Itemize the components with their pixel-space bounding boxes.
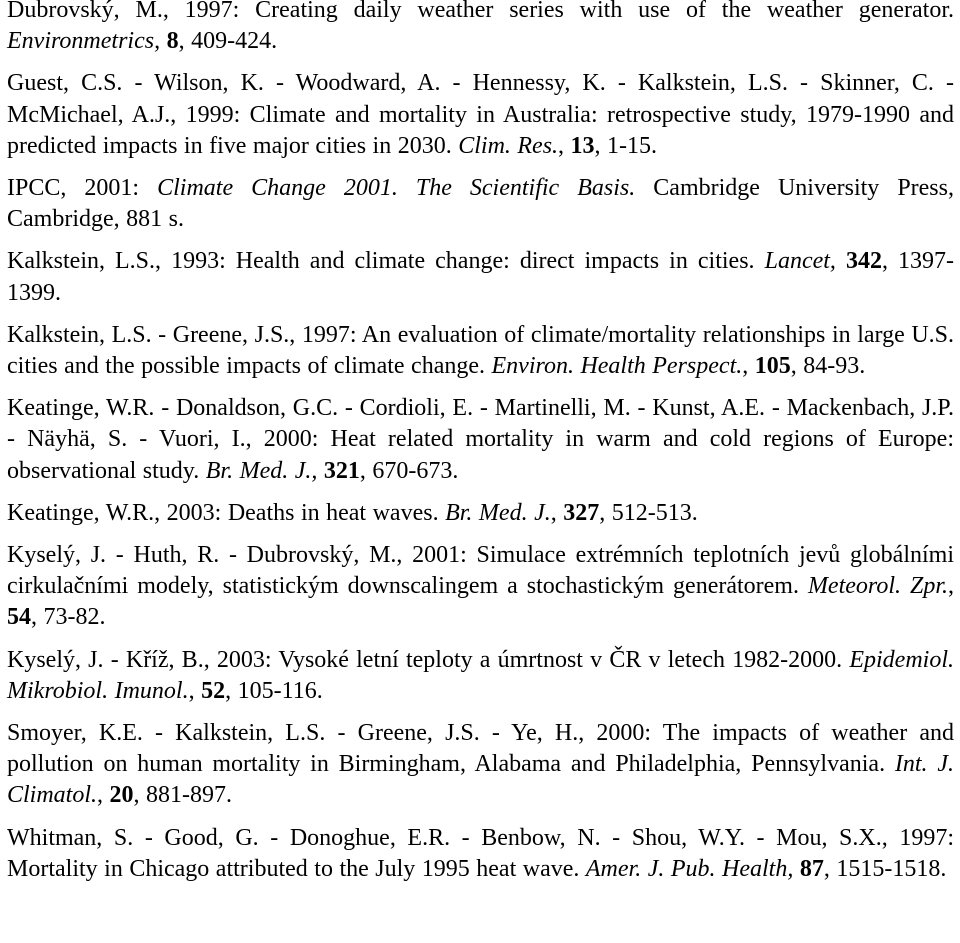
- reference-volume: 342: [845, 248, 882, 275]
- reference-text: , 84-93.: [790, 353, 866, 380]
- reference-text: Kyselý, J. - Huth, R. - Dubrovský, M., 2001: Simulace extrémních teplotních jevů globálními cirkulačními modely, statistickým downscalingem a stochastickým generátorem.: [7, 542, 954, 600]
- reference-entry: [7, 173, 954, 235]
- reference-text: , 105-116.: [225, 677, 323, 704]
- reference-text: Whitman, S. - Good, G. - Donoghue, E.R. - Benbow, N. - Shou, W.Y. - Mou, S.X., 1997: Mortality in Chicago attributed to the July 1995 heat wave.: [7, 824, 954, 882]
- reference-volume: 327: [563, 499, 600, 526]
- reference-journal-title: Environmetrics,: [7, 28, 161, 55]
- reference-text: Dubrovský, M., 1997: Creating daily weather series with use of the weather generator.: [7, 0, 954, 23]
- reference-entry: [7, 498, 954, 529]
- reference-entry: [7, 393, 954, 487]
- reference-text: ,: [550, 499, 564, 526]
- reference-entry: [7, 246, 954, 308]
- reference-text: Smoyer, K.E. - Kalkstein, L.S. - Greene, J.S. - Ye, H., 2000: The impacts of weather and pollution on human mortality in Birmingham, Alabama and Philadelphia, Pennsylvania.: [7, 720, 954, 778]
- reference-entry: [7, 823, 954, 885]
- reference-text: , 73-82.: [31, 604, 106, 631]
- reference-text: , 1-15.: [594, 132, 658, 159]
- reference-volume: 105: [754, 353, 791, 380]
- reference-text: , 670-673.: [359, 457, 459, 484]
- reference-volume: 321: [323, 457, 360, 484]
- reference-volume: 87: [799, 855, 824, 882]
- reference-entry: [7, 0, 954, 57]
- reference-text: ,: [188, 677, 202, 704]
- reference-text: Guest, C.S. - Wilson, K. - Woodward, A. - Hennessy, K. - Kalkstein, L.S. - Skinner, C. - McMichael, A.J., 1999: Climate and mortality in Australia: retrospective study, 1979-1990 and predicted impacts in five major cities in 2030.: [7, 70, 954, 159]
- reference-journal-title: Meteorol. Zpr.: [807, 573, 949, 600]
- reference-entry: [7, 718, 954, 812]
- reference-text: Keatinge, W.R. - Donaldson, G.C. - Cordioli, E. - Martinelli, M. - Kunst, A.E. - Mackenbach, J.P. - Näyhä, S. - Vuori, I., 2000: Heat related mortality in warm and cold regions of Europe: observational study.: [7, 395, 954, 484]
- reference-volume: 52: [201, 677, 226, 704]
- reference-text: Cambridge University Press, Cambridge, 881 s.: [7, 175, 954, 233]
- reference-journal-title: Br. Med. J.: [445, 499, 551, 526]
- reference-list: [7, 0, 954, 885]
- reference-volume: 13: [570, 132, 595, 159]
- reference-journal-title: Epidemiol. Mikrobiol. Imunol.: [7, 646, 954, 704]
- reference-entry: [7, 540, 954, 634]
- reference-journal-title: Br. Med. J.,: [205, 457, 318, 484]
- reference-text: Kyselý, J. - Kříž, B., 2003: Vysoké letní teploty a úmrtnost v ČR v letech 1982-2000.: [7, 646, 850, 673]
- reference-journal-title: Clim. Res.: [458, 132, 559, 159]
- reference-text: ,: [97, 782, 110, 809]
- reference-text: , 512-513.: [599, 499, 698, 526]
- reference-text: , 1515-1518.: [823, 855, 947, 882]
- reference-text: , 881-897.: [133, 782, 233, 809]
- reference-journal-title: Lancet,: [764, 248, 836, 275]
- reference-entry: [7, 645, 954, 707]
- reference-entry: [7, 68, 954, 162]
- reference-journal-title: Climate Change 2001. The Scientific Basis.: [157, 175, 636, 202]
- reference-text: Kalkstein, L.S., 1993: Health and climate change: direct impacts in cities.: [7, 248, 765, 275]
- reference-volume: 20: [109, 782, 134, 809]
- reference-text: , 1397-1399.: [7, 248, 955, 306]
- reference-text: Keatinge, W.R., 2003: Deaths in heat waves.: [7, 499, 446, 526]
- reference-text: ,: [948, 573, 955, 600]
- reference-text: ,: [558, 132, 571, 159]
- reference-entry: [7, 320, 954, 382]
- reference-journal-title: Amer. J. Pub. Health,: [585, 855, 794, 882]
- reference-text: IPCC, 2001:: [7, 175, 158, 202]
- reference-volume: 54: [7, 604, 31, 631]
- reference-text: [836, 248, 846, 274]
- reference-text: ,: [742, 353, 755, 380]
- reference-volume: 8: [166, 28, 179, 55]
- reference-journal-title: Int. J. Climatol.: [7, 751, 955, 809]
- reference-text: , 409-424.: [178, 28, 278, 55]
- reference-journal-title: Environ. Health Perspect.: [491, 353, 743, 380]
- reference-text: Kalkstein, L.S. - Greene, J.S., 1997: An evaluation of climate/mortality relationships in large U.S. cities and the possible impacts of climate change.: [7, 321, 954, 380]
